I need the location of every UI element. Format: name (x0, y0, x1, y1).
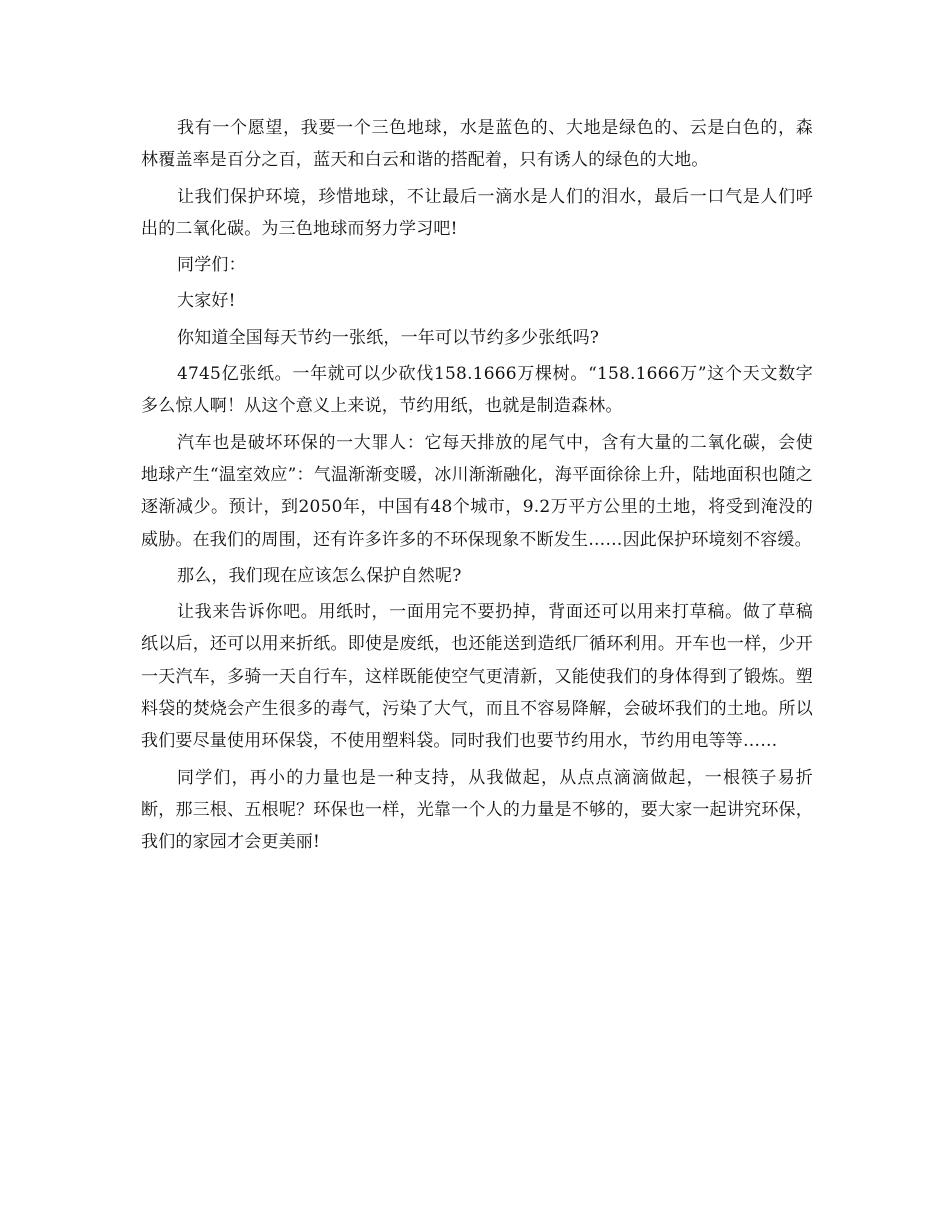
paragraph-how-question: 那么，我们现在应该怎么保护自然呢? (177, 565, 462, 586)
paragraph-greeting-classmates: 同学们： (177, 255, 246, 276)
paragraph-paper-question: 你知道全国每天节约一张纸，一年可以节约多少张纸吗? (177, 327, 600, 348)
paragraph-protect-earth: 让我们保护环境，珍惜地球，不让最后一滴水是人们的泪水，最后一口气是人们呼出的二氧化碳。为三色地球而努力学习吧! (141, 186, 813, 239)
paragraph-how-answer: 让我来告诉你吧。用纸时，一面用完不要扔掉，背面还可以用来打草稿。做了草稿纸以后，还可以用来折纸。即使是废纸，也还能送到造纸厂循环利用。开车也一样，少开一天汽车，多骑一天自行车，这样既能使空气更清新，又能使我们的身体得到了锻炼。塑料袋的焚烧会产生很多的毒气，污染了大气，而且不容易降解，会破坏我们的土地。所以我们要尽量使用环保袋，不使用塑料袋。同时我们也要节约用水，节约用电等等…… (141, 602, 813, 752)
paragraph-cars: 汽车也是破坏环保的一大罪人：它每天排放的尾气中，含有大量的二氧化碳，会使地球产生“温室效应”：气温渐渐变暖，冰川渐渐融化，海平面徐徐上升，陆地面积也随之逐渐减少。预计，到2050年，中国有48个城市，9.2万平方公里的土地，将受到淹没的威胁。在我们的周围，还有许多许多的不环保现象不断发生……因此保护环境刻不容缓。 (141, 432, 813, 550)
document-body (141, 112, 813, 863)
paragraph-paper-answer: 4745亿张纸。一年就可以少砍伐158.1666万棵树。“158.1666万”这个天文数字多么惊人啊！从这个意义上来说，节约用纸，也就是制造森林。 (141, 364, 813, 417)
paragraph-conclusion: 同学们，再小的力量也是一种支持，从我做起，从点点滴滴做起，一根筷子易折断，那三根、五根呢？环保也一样，光靠一个人的力量是不够的，要大家一起讲究环保，我们的家园才会更美丽! (141, 767, 813, 853)
paragraph-greeting-hello: 大家好! (177, 291, 236, 312)
paragraph-wish: 我有一个愿望，我要一个三色地球，水是蓝色的、大地是绿色的、云是白色的，森林覆盖率是百分之百，蓝天和白云和谐的搭配着，只有诱人的绿色的大地。 (141, 118, 813, 171)
